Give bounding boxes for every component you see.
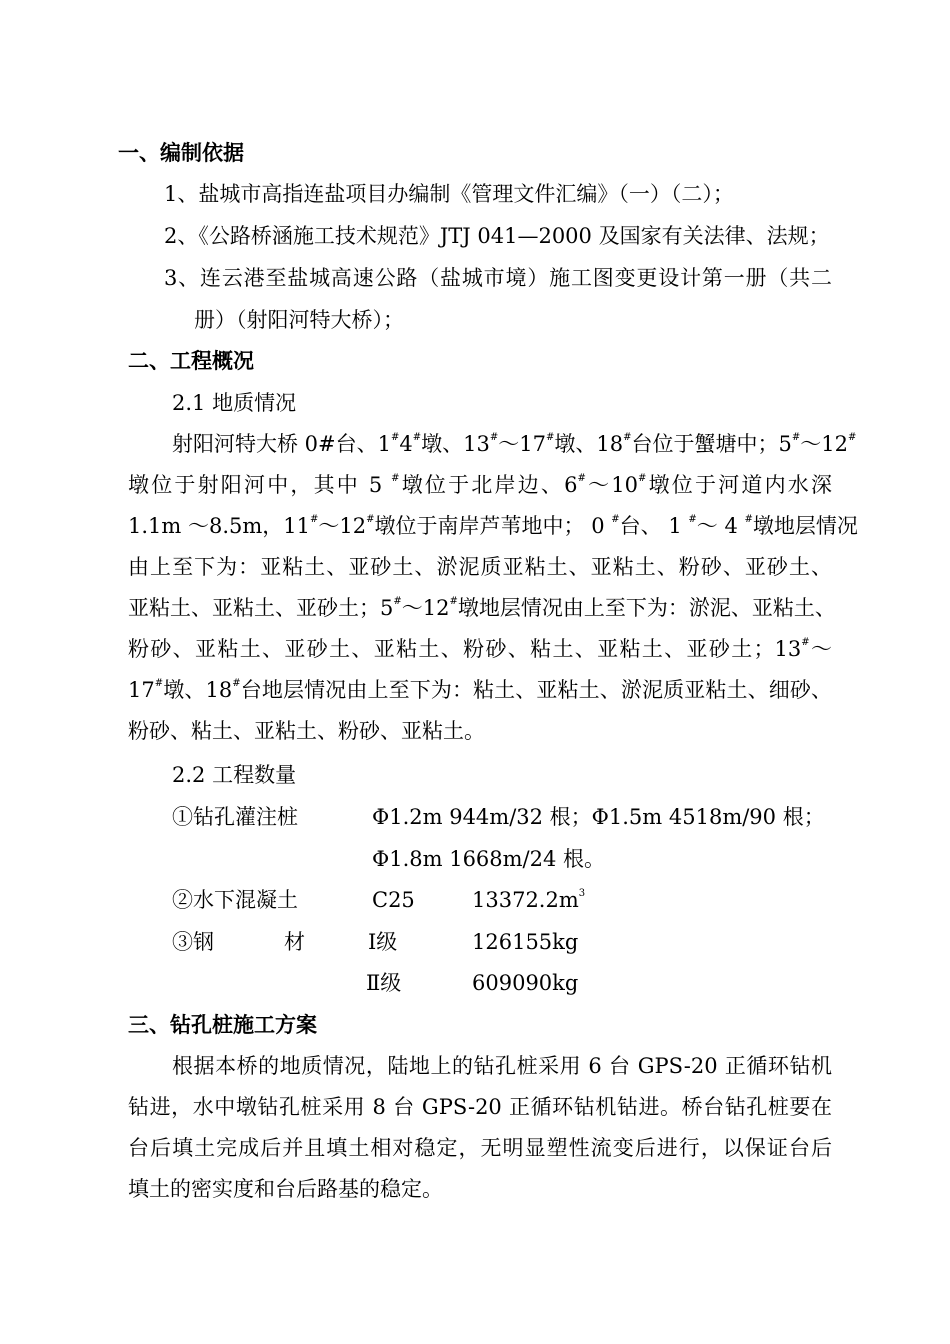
subheading-geology: 2.1 地质情况 <box>172 391 297 415</box>
basis-item-3-cont: 册）（射阳河特大桥）； <box>194 308 404 332</box>
qty-concrete-grade: C25 <box>372 888 415 912</box>
qty-concrete-label: ②水下混凝土 <box>172 888 298 912</box>
qty-steel-value-2: 609090kg <box>472 971 579 995</box>
geology-line-6: 粉砂、亚粘土、亚砂土、亚粘土、粉砂、粘土、亚粘土、亚砂土；13#～ <box>128 637 832 661</box>
plan-line-2: 钻进，水中墩钻孔桩采用 8 台 GPS-20 正循环钻机钻进。桥台钻孔桩要在 <box>128 1095 832 1119</box>
basis-item-3: 3、连云港至盐城高速公路（盐城市境）施工图变更设计第一册（共二 <box>164 266 832 290</box>
plan-line-4: 填土的密实度和台后路基的稳定。 <box>128 1177 443 1201</box>
geology-line-1: 射阳河特大桥 0#台、1#4#墩、13#～17#墩、18#台位于蟹塘中；5#～12# <box>172 432 857 456</box>
qty-steel-label-a: ③钢 <box>172 930 214 954</box>
geology-line-8: 粉砂、粘土、亚粘土、粉砂、亚粘土。 <box>128 719 485 743</box>
plan-line-1: 根据本桥的地质情况，陆地上的钻孔桩采用 6 台 GPS-20 正循环钻机 <box>172 1054 832 1078</box>
qty-steel-grade-1: Ⅰ级 <box>368 930 398 954</box>
section-heading-basis: 一、编制依据 <box>118 141 244 165</box>
qty-bored-pile-value-2: Φ1.8m 1668m/24 根。 <box>372 847 606 871</box>
section-heading-overview: 二、工程概况 <box>128 349 254 373</box>
qty-bored-pile-label: ①钻孔灌注桩 <box>172 805 298 829</box>
geology-line-4: 由上至下为：亚粘土、亚砂土、淤泥质亚粘土、亚粘土、粉砂、亚砂土、 <box>128 555 832 579</box>
qty-concrete-value: $13372.2m^3$ <box>472 888 586 912</box>
geology-line-3: 1.1m ～8.5m，11#～12#墩位于南岸芦苇地中； 0 #台、 1 #～ 4 #墩地层情况 <box>128 514 858 538</box>
qty-bored-pile-value: Φ1.2m 944m/32 根；Φ1.5m 4518m/90 根； <box>372 805 825 829</box>
geology-line-5: 亚粘土、亚粘土、亚砂土；5#～12#墩地层情况由上至下为：淤泥、亚粘土、 <box>128 596 836 620</box>
qty-steel-label-b: 材 <box>284 930 305 954</box>
section-heading-pile-plan: 三、钻孔桩施工方案 <box>128 1013 317 1037</box>
subheading-quantities: 2.2 工程数量 <box>172 763 297 787</box>
qty-steel-value-1: 126155kg <box>472 930 579 954</box>
geology-line-7: 17#墩、18#台地层情况由上至下为：粘土、亚粘土、淤泥质亚粘土、细砂、 <box>128 678 832 702</box>
plan-line-3: 台后填土完成后并且填土相对稳定，无明显塑性流变后进行，以保证台后 <box>128 1136 832 1160</box>
qty-steel-grade-2: Ⅱ级 <box>366 971 402 995</box>
geology-line-2: 墩位于射阳河中，其中 5 #墩位于北岸边、6#～10#墩位于河道内水深 <box>128 473 832 497</box>
basis-item-1: 1、盐城市高指连盐项目办编制《管理文件汇编》（一）（二）； <box>164 182 734 206</box>
basis-item-2: 2、《公路桥涵施工技术规范》JTJ 041—2000 及国家有关法律、法规； <box>164 224 830 248</box>
